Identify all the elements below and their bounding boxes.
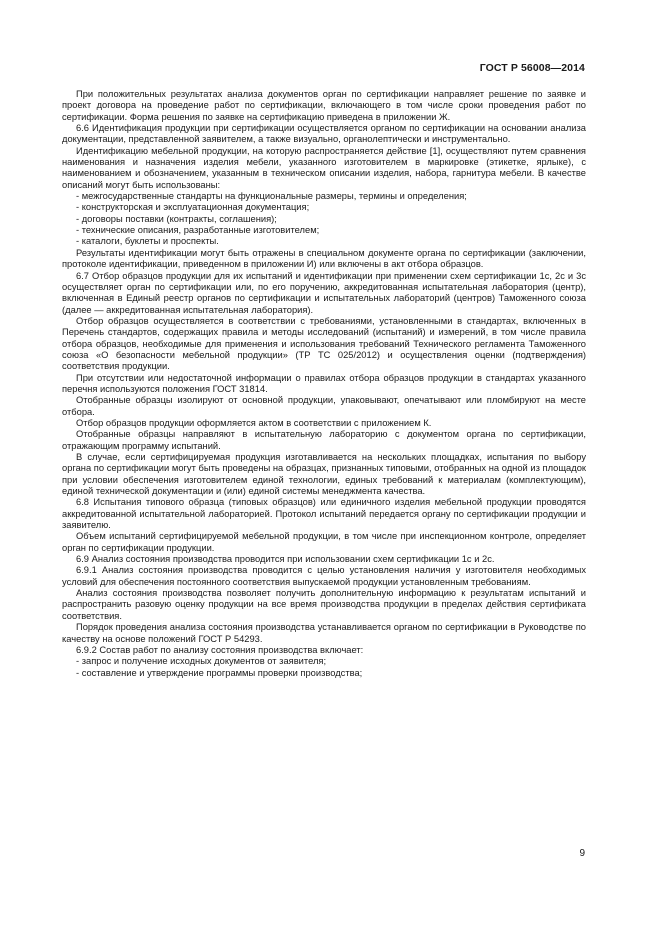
paragraph: При положительных результатах анализа документов орган по сертификации направляет решение по заявке и проект договора на проведение работ по сертификации, включающего в том числе сроки проведения работ по сертификации. Форма решения по заявке на сертификацию приведена в приложении Ж. (62, 89, 586, 122)
paragraph: Отбор образцов осуществляется в соответствии с требованиями, установленными в стандартах, включенных в Перечень стандартов, содержащих правила и методы исследований (испытаний) и измерений, в том числе правила отбора образцов, необходимые для применения и использования требований Технического регламента Таможенного союза «О безопасности мебельной продукции» (ТР ТС 025/2012) и осуществления оценки (подтверждения) соответствия продукции. (62, 315, 586, 372)
paragraph: 6.6 Идентификация продукции при сертификации осуществляется органом по сертификации на основании анализа документации, представленной заявителем, а также визуально, органолептически и инструментально. (62, 123, 586, 145)
list-item: - каталоги, буклеты и проспекты. (76, 236, 219, 247)
paragraph: 6.9.2 Состав работ по анализу состояния производства включает: (76, 644, 364, 655)
list-item: - запрос и получение исходных документов от заявителя; (76, 656, 327, 667)
paragraph: Порядок проведения анализа состояния производства устанавливается органом по сертификации в Руководстве по качеству на основе положений ГОСТ Р 54293. (62, 622, 586, 644)
paragraph: Отбор образцов продукции оформляется актом в соответствии с приложением К. (76, 417, 432, 428)
list-item: - технические описания, разработанные изготовителем; (76, 225, 320, 236)
paragraph: 6.9 Анализ состояния производства проводится при использовании схем сертификации 1с и 2с. (76, 554, 495, 565)
paragraph: Отобранные образцы изолируют от основной продукции, упаковывают, опечатывают или пломбируют на месте отбора. (62, 395, 586, 417)
paragraph: При отсутствии или недостаточной информации о правилах отбора образцов продукции в стандартах указанного перечня используются положения ГОСТ 31814. (62, 372, 586, 394)
paragraph: Идентификацию мебельной продукции, на которую распространяется действие [1], осуществляют путем сравнения наименования и назначения изделия мебели, указанного изготовителем в маркировке (этикетке, ярлыке), с наименованием и обозначением, указанным в техническом описании изделия, набора, гарнитура мебели. В качестве описаний могут быть использованы: (62, 145, 586, 190)
list-item: - конструкторская и эксплуатационная документация; (76, 202, 310, 213)
paragraph: Объем испытаний сертифицируемой мебельной продукции, в том числе при инспекционном контроле, определяет орган по сертификации продукции. (62, 531, 586, 553)
paragraph: В случае, если сертифицируемая продукция изготавливается на нескольких площадках, испытания по выбору органа по сертификации могут быть проведены на образцах, признанных типовыми, отобранных на одной из площадок при условии обеспечения изготовителем единой технологии, единых требований к материалам (комплектующим), единой технической документации и (или) единой системы менеджмента качества. (62, 452, 586, 497)
paragraph: 6.7 Отбор образцов продукции для их испытаний и идентификации при применении схем сертификации 1с, 2с и 3с осуществляет орган по сертификации или, по его поручению, аккредитованная испытательная лаборатория (центр), включенная в Единый реестр органов по сертификации и испытательных лабораторий (центров) Таможенного союза (далее — аккредитованная испытательная лаборатория). (62, 270, 586, 315)
paragraph: 6.9.1 Анализ состояния производства проводится с целью установления наличия у изготовителя необходимых условий для обеспечения постоянного соответствия выпускаемой продукции установленным требованиям. (62, 565, 586, 587)
page-number: 9 (579, 848, 585, 859)
paragraph: Отобранные образцы направляют в испытательную лабораторию с документом органа по сертификации, отражающим программу испытаний. (62, 429, 586, 451)
paragraph: 6.8 Испытания типового образца (типовых образцов) или единичного изделия мебельной продукции проводятся аккредитованной испытательной лабораторией. Протокол испытаний передается органу по сертификации продукции и заявителю. (62, 497, 586, 531)
document-body (62, 89, 586, 679)
document-header: ГОСТ Р 56008—2014 (479, 62, 585, 74)
paragraph: Результаты идентификации могут быть отражены в специальном документе органа по сертификации (заключении, протоколе идентификации, приведенном в приложении И) или включены в акт отбора образцов. (62, 247, 586, 270)
list-item: - договоры поставки (контракты, соглашения); (76, 213, 277, 224)
list-item: - составление и утверждение программы проверки производства; (76, 667, 363, 678)
list-item: - межгосударственные стандарты на функциональные размеры, термины и определения; (76, 191, 467, 202)
paragraph: Анализ состояния производства позволяет получить дополнительную информацию к результатам испытаний и распространить разовую оценку продукции на все время производства продукции в пределах действия сертификата соответствия. (62, 588, 586, 621)
